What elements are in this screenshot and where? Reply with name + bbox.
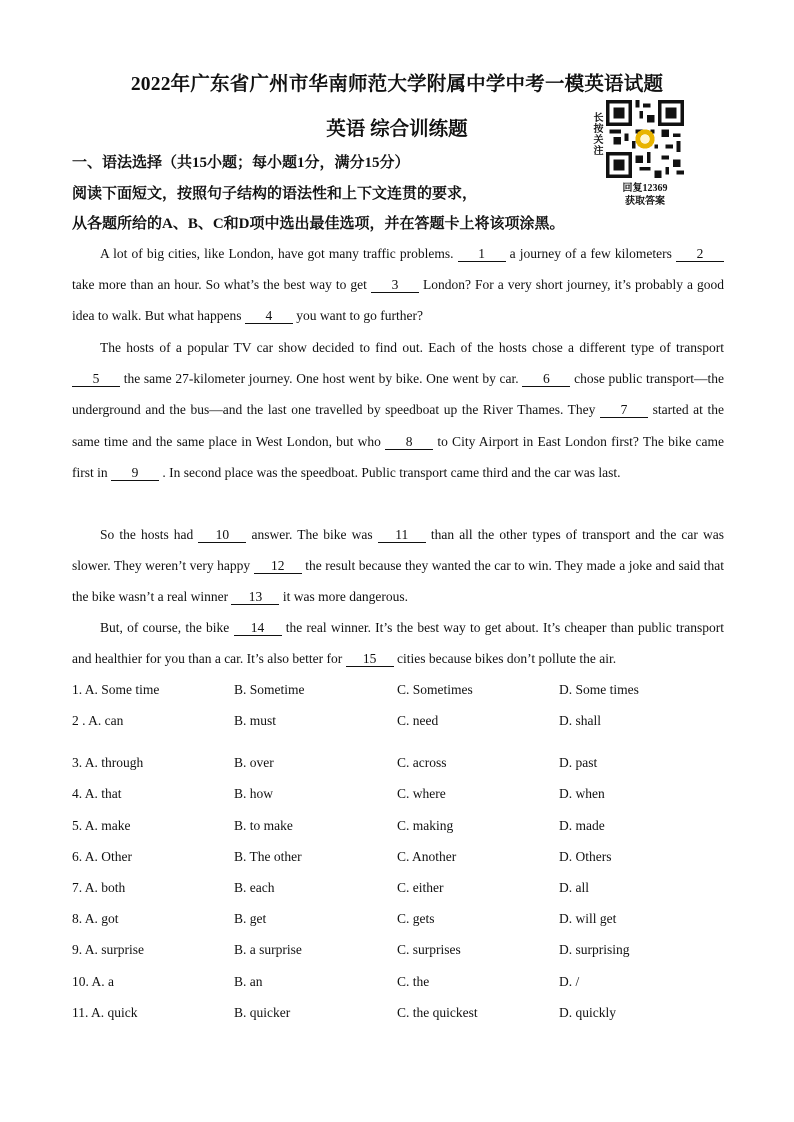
answer-blank: 14: [234, 620, 282, 636]
qr-block: [588, 100, 688, 207]
options-list: [72, 676, 732, 1030]
qr-caption-reply: 回复12369: [622, 183, 668, 194]
option-choice: C. the: [397, 973, 430, 989]
option-choice: D. surprising: [559, 942, 630, 958]
answer-blank: 10: [198, 527, 246, 543]
passage-paragraph: The hosts of a popular TV car show decided to find out. Each of the hosts chose a different type of transport 5 the same 27-kilometer journey. One host went by bike. One went by car. 6 chose public transport—the underground and the bus—and the last one travelled by speedboat up the River Thames. They 7 started at the same time and the same place in West London, but who 8 to City Airport in East London first? The bike came first in 9 . In second place was the speedboat. Public transport came third and the car was last.: [72, 340, 725, 480]
option-row: [72, 812, 732, 843]
answer-blank: 12: [254, 558, 302, 574]
option-choice: C. across: [397, 755, 447, 771]
option-choice: 8. A. got: [72, 911, 119, 927]
option-row: [72, 707, 732, 749]
option-choice: D. shall: [559, 713, 601, 729]
option-choice: C. surprises: [397, 942, 461, 958]
option-choice: D. Some times: [559, 682, 639, 697]
answer-blank: 4: [245, 308, 293, 324]
option-choice: B. an: [234, 973, 263, 989]
option-choice: D. quickly: [559, 1004, 616, 1020]
option-choice: B. The other: [234, 848, 302, 864]
passage-paragraph: So the hosts had 10 answer. The bike was 11 than all the other types of transport and the car was slower. They weren’t very happy 12 the result because they wanted the car to win. They made a joke and said that the bike wasn’t a real winner 13 it was more dangerous.: [72, 527, 724, 605]
option-choice: D. made: [559, 817, 605, 833]
section-heading: 一、语法选择（共15小题；每小题1分，满分15分）: [72, 155, 410, 171]
option-row: [72, 968, 732, 999]
option-choice: B. get: [234, 911, 267, 927]
option-choice: 5. A. make: [72, 817, 131, 833]
answer-blank: 9: [111, 465, 159, 481]
passage-paragraph: But, of course, the bike 14 the real winner. It’s the best way to get about. It’s cheaper than public transport and healthier for you than a car. It’s also better for 15 cities because bikes don’t pollute the air.: [72, 620, 724, 667]
option-choice: B. each: [234, 879, 275, 895]
option-choice: 3. A. through: [72, 755, 144, 771]
option-row: [72, 874, 732, 905]
option-choice: B. to make: [234, 817, 293, 833]
answer-blank: 11: [378, 527, 426, 543]
qr-caption-answer: 获取答案: [625, 196, 665, 207]
option-choice: B. quicker: [234, 1004, 291, 1020]
answer-blank: 8: [385, 434, 433, 450]
answer-blank: 1: [458, 246, 506, 262]
passage-paragraph: A lot of big cities, like London, have got many traffic problems. 1 a journey of a few kilometers 2 take more than an hour. So what’s the best way to get 3 London? For a very short journey, it’s probably a good idea to walk. But what happens 4 you want to go further?: [72, 246, 725, 324]
answer-blank: 5: [72, 371, 120, 387]
section-instruction-1: 阅读下面短文，按照句子结构的语法性和上下文连贯的要求，: [72, 186, 478, 202]
answer-blank: 13: [231, 589, 279, 605]
option-choice: B. a surprise: [234, 942, 302, 958]
option-choice: B. Sometime: [234, 682, 305, 697]
option-choice: C. either: [397, 879, 444, 895]
qr-side-label: 长按关注: [591, 112, 602, 156]
answer-blank: 7: [600, 402, 648, 418]
document-title: 2022年广东省广州市华南师范大学附属中学中考一模英语试题: [130, 74, 664, 95]
answer-blank: 15: [346, 651, 394, 667]
qr-code-icon: [606, 100, 684, 178]
option-choice: D. when: [559, 786, 605, 802]
option-choice: B. over: [234, 755, 274, 771]
option-choice: 2 . A. can: [72, 713, 124, 729]
answer-blank: 3: [371, 277, 419, 293]
option-choice: C. need: [397, 713, 439, 729]
section-instruction-2: 从各题所给的A、B、C和D项中选出最佳选项，并在答题卡上将该项涂黑。: [72, 216, 565, 232]
option-choice: C. Sometimes: [397, 682, 473, 697]
option-choice: 9. A. surprise: [72, 942, 144, 958]
option-choice: D. will get: [559, 911, 617, 927]
answer-blank: 6: [522, 371, 570, 387]
option-choice: 6. A. Other: [72, 848, 132, 864]
option-choice: 7. A. both: [72, 879, 126, 895]
document-subtitle: 英语 综合训练题: [326, 119, 468, 140]
option-row: [72, 749, 732, 780]
option-row: [72, 936, 732, 967]
option-choice: 10. A. a: [72, 973, 114, 989]
option-row: [72, 905, 732, 936]
option-row: [72, 999, 732, 1030]
option-choice: C. where: [397, 786, 446, 802]
option-choice: 11. A. quick: [72, 1004, 138, 1020]
option-choice: C. Another: [397, 848, 457, 864]
option-row: [72, 843, 732, 874]
option-choice: D. /: [559, 973, 580, 989]
option-row: [72, 780, 732, 811]
option-choice: B. must: [234, 713, 277, 729]
option-choice: C. the quickest: [397, 1004, 478, 1020]
option-choice: 1. A. Some time: [72, 682, 160, 697]
option-choice: C. gets: [397, 911, 435, 927]
option-choice: D. all: [559, 879, 589, 895]
option-choice: C. making: [397, 817, 454, 833]
option-choice: D. Others: [559, 848, 612, 864]
option-row: [72, 676, 732, 707]
option-choice: 4. A. that: [72, 786, 122, 802]
option-choice: B. how: [234, 786, 274, 802]
answer-blank: 2: [676, 246, 724, 262]
option-choice: D. past: [559, 755, 598, 771]
